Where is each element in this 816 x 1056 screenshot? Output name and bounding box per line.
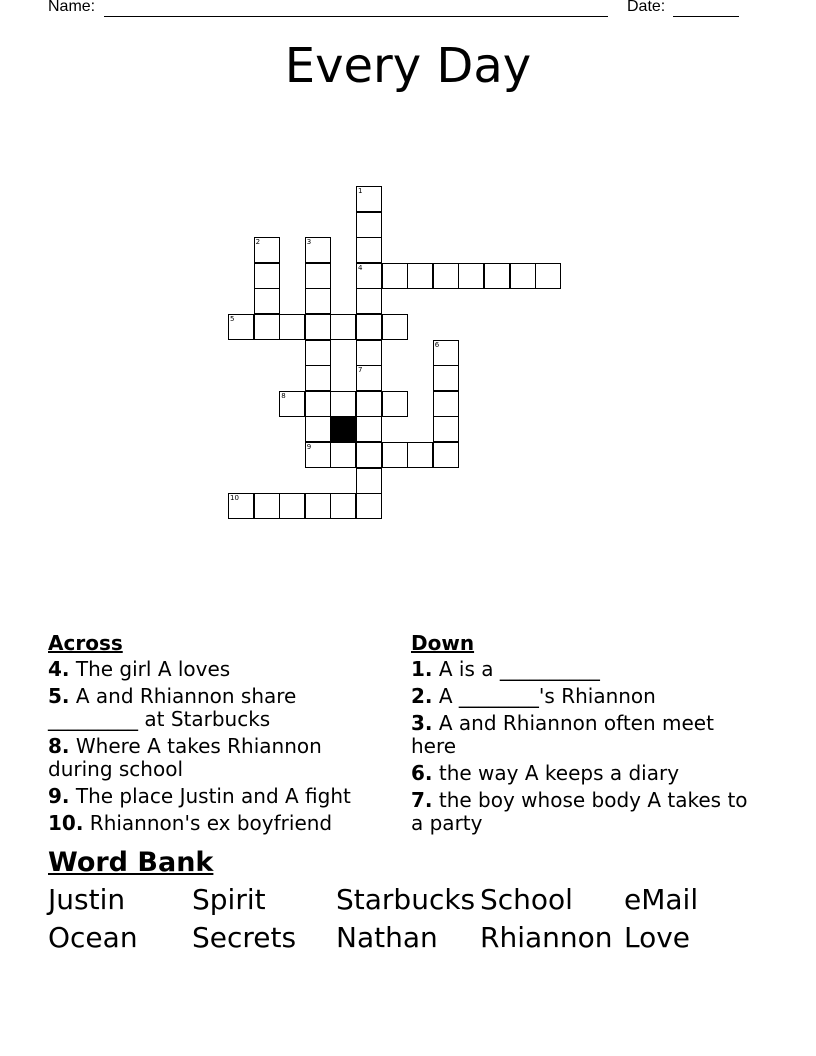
grid-cell[interactable] — [305, 416, 331, 442]
grid-cell[interactable] — [330, 493, 356, 519]
grid-cell[interactable] — [356, 314, 382, 340]
grid-cell[interactable] — [305, 391, 331, 417]
grid-cell[interactable] — [356, 288, 382, 314]
clue-num: 6. — [411, 761, 433, 785]
grid-cell[interactable] — [356, 365, 382, 391]
date-label: Date: — [627, 0, 666, 15]
clue-text: the way A keeps a diary — [432, 761, 680, 785]
grid-cell[interactable] — [356, 391, 382, 417]
grid-cell[interactable] — [382, 442, 408, 468]
clue-num: 10. — [48, 811, 84, 835]
grid-cell[interactable] — [356, 340, 382, 366]
word-bank-item: Starbucks — [336, 883, 476, 916]
clue-text: Where A takes Rhiannon during school — [48, 734, 322, 781]
clue-text: A and Rhiannon often meet here — [411, 711, 714, 758]
clue-num: 9. — [48, 784, 70, 808]
name-label: Name: — [48, 0, 96, 15]
across-clues — [48, 630, 378, 839]
clue-number: 5 — [230, 315, 235, 323]
word-bank-item: Nathan — [336, 921, 438, 954]
clue-num: 5. — [48, 684, 70, 708]
grid-cell[interactable] — [254, 288, 280, 314]
grid-cell[interactable] — [254, 263, 280, 289]
clue-number: 6 — [434, 340, 440, 349]
across-clue — [48, 785, 378, 808]
grid-cell[interactable] — [433, 263, 459, 289]
grid-cell[interactable] — [433, 340, 459, 366]
clue-number: 10 — [230, 494, 239, 503]
grid-block — [330, 416, 356, 442]
grid-cell[interactable] — [356, 468, 382, 494]
grid-cell[interactable] — [382, 314, 408, 340]
clue-number: 8 — [281, 391, 286, 400]
clue-text: A ________'s Rhiannon — [432, 684, 656, 708]
grid-cell[interactable] — [305, 340, 331, 366]
across-heading: Across — [48, 631, 123, 655]
grid-cell[interactable] — [458, 263, 484, 289]
grid-cell[interactable] — [433, 416, 459, 442]
down-heading: Down — [411, 631, 475, 655]
down-clue — [411, 658, 751, 681]
word-bank-item: Justin — [48, 883, 126, 916]
grid-cell[interactable] — [433, 442, 459, 468]
clue-text: A and Rhiannon share _________ at Starbucks — [48, 684, 297, 731]
grid-cell[interactable] — [305, 442, 331, 468]
grid-cell[interactable] — [228, 493, 254, 519]
grid-cell[interactable] — [305, 314, 331, 340]
grid-cell[interactable] — [510, 263, 536, 289]
across-clue — [48, 685, 378, 731]
grid-cell[interactable] — [254, 493, 280, 519]
down-clue — [411, 762, 751, 785]
grid-cell[interactable] — [305, 263, 331, 289]
across-clue — [48, 812, 378, 835]
clue-number: 7 — [358, 366, 363, 375]
word-bank-item: Spirit — [192, 883, 266, 916]
page-title: Every Day — [284, 38, 532, 94]
grid-cell[interactable] — [254, 237, 280, 263]
clue-text: Rhiannon's ex boyfriend — [83, 811, 333, 835]
word-bank-title: Word Bank — [48, 847, 214, 878]
grid-cell[interactable] — [279, 391, 305, 417]
word-bank-item: Love — [624, 921, 691, 954]
word-bank-item: Secrets — [192, 921, 297, 954]
grid-cell[interactable] — [535, 263, 561, 289]
grid-cell[interactable] — [279, 493, 305, 519]
grid-cell[interactable] — [305, 237, 331, 263]
grid-cell[interactable] — [356, 237, 382, 263]
clue-num: 3. — [411, 711, 433, 735]
grid-cell[interactable] — [433, 365, 459, 391]
grid-cell[interactable] — [407, 442, 433, 468]
grid-cell[interactable] — [433, 391, 459, 417]
down-clue — [411, 712, 751, 758]
grid-cell[interactable] — [330, 391, 356, 417]
across-clue — [48, 735, 378, 781]
grid-cell[interactable] — [330, 314, 356, 340]
clue-text: The girl A loves — [69, 657, 231, 681]
grid-cell[interactable] — [356, 263, 382, 289]
clue-number: 2 — [255, 238, 261, 247]
clue-text: the boy whose body A takes to a party — [411, 788, 748, 835]
grid-cell[interactable] — [356, 212, 382, 238]
grid-cell[interactable] — [484, 263, 510, 289]
grid-cell[interactable] — [382, 263, 408, 289]
down-clue — [411, 685, 751, 708]
across-clue — [48, 658, 378, 681]
grid-cell[interactable] — [356, 416, 382, 442]
clue-num: 4. — [48, 657, 70, 681]
grid-cell[interactable] — [279, 314, 305, 340]
down-clues — [411, 630, 751, 839]
grid-cell[interactable] — [356, 442, 382, 468]
grid-cell[interactable] — [356, 493, 382, 519]
clue-number: 4 — [358, 263, 363, 272]
grid-cell[interactable] — [305, 288, 331, 314]
word-bank-item: eMail — [624, 883, 699, 916]
word-bank-item: Ocean — [48, 921, 138, 954]
clue-number: 3 — [306, 238, 312, 247]
clue-num: 2. — [411, 684, 433, 708]
clue-text: A is a __________ — [432, 657, 600, 681]
down-clue — [411, 789, 751, 835]
clue-num: 7. — [411, 788, 433, 812]
grid-cell[interactable] — [228, 314, 254, 340]
grid-cell[interactable] — [382, 391, 408, 417]
clue-num: 8. — [48, 734, 70, 758]
clue-text: The place Justin and A fight — [69, 784, 351, 808]
grid-cell[interactable] — [356, 186, 382, 212]
clue-number: 1 — [358, 187, 363, 195]
grid-cell[interactable] — [407, 263, 433, 289]
clue-number: 9 — [306, 443, 312, 451]
grid-cell[interactable] — [305, 493, 331, 519]
grid-cell[interactable] — [330, 442, 356, 468]
grid-cell[interactable] — [254, 314, 280, 340]
word-bank-item: Rhiannon — [480, 921, 613, 954]
word-bank-item: School — [480, 883, 573, 916]
clue-num: 1. — [411, 657, 433, 681]
grid-cell[interactable] — [305, 365, 331, 391]
